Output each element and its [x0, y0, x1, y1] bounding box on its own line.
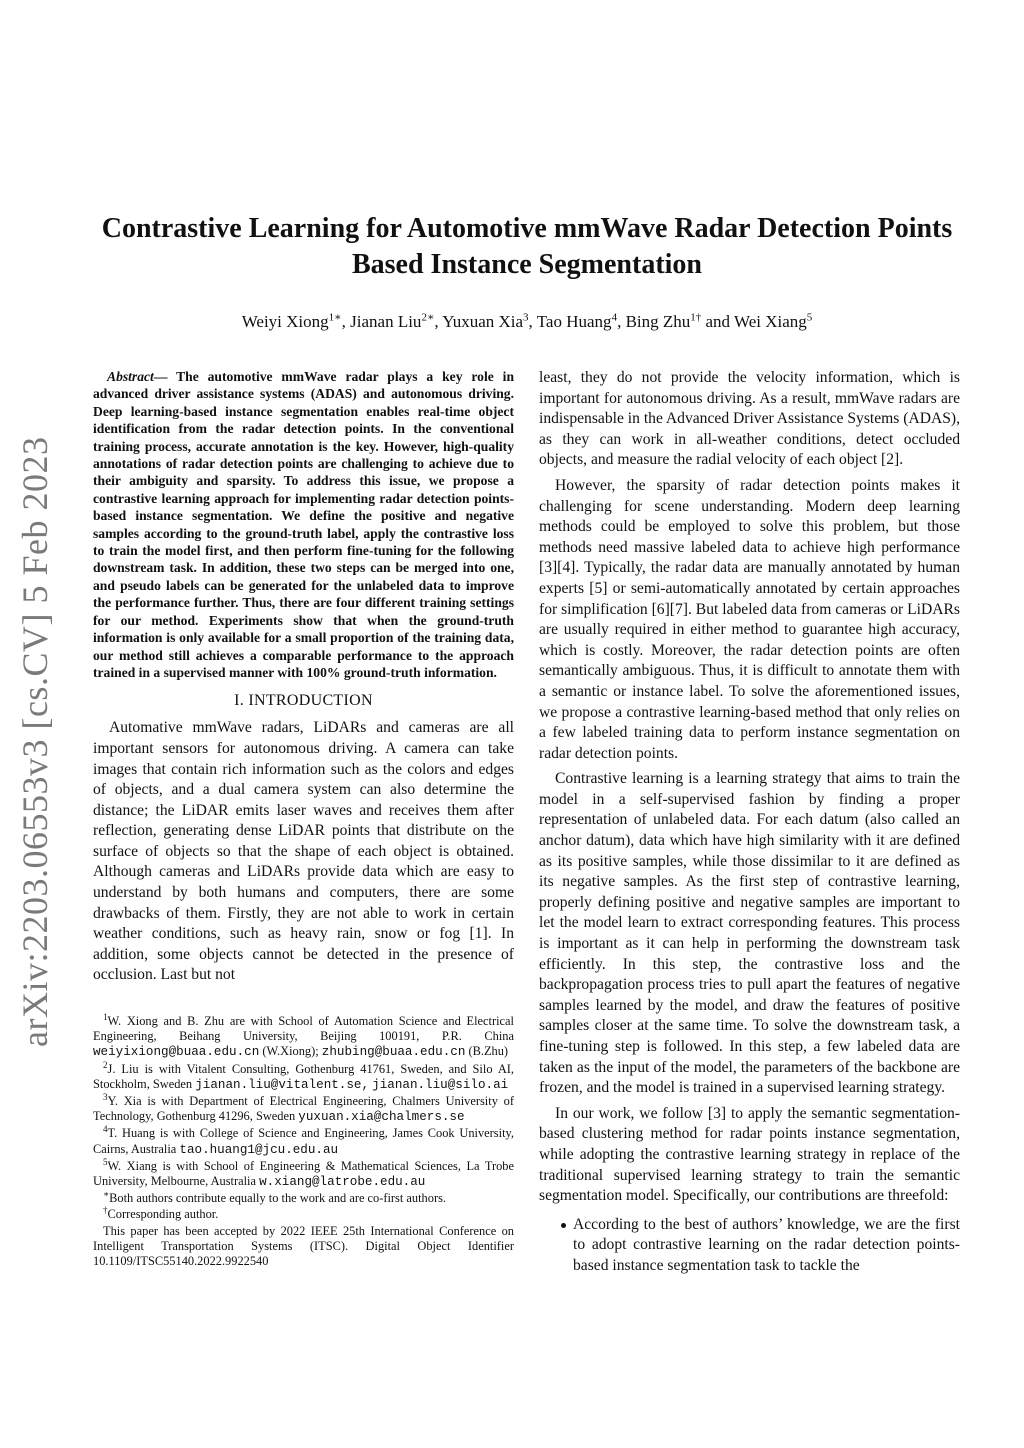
author-separator: ,	[528, 312, 537, 331]
author-list	[90, 310, 964, 334]
footnote-mark: ∗	[103, 1189, 110, 1200]
footnotes	[93, 1011, 514, 1269]
footnote-mark: 1	[103, 1011, 108, 1022]
abstract-label: Abstract	[107, 369, 154, 384]
footnote-mark: †	[103, 1205, 108, 1216]
author-name: Bing Zhu	[625, 312, 691, 331]
intro-paragraph-continued: least, they do not provide the velocity information, which is important for autonomous driving. As a result, mmWave radars are indispensable in the Advanced Driver Assistance Systems (ADAS), as they can work in all-weather conditions, detect occluded objects, and measure the radial velocity of each object [2].	[539, 369, 960, 469]
footnote-text: W. Xiong and B. Zhu are with School of Automation Science and Electrical Engineering, Beihang University, Beijing 100191, P.R. China	[93, 1014, 514, 1044]
author-affiliation-mark: 2∗	[421, 311, 435, 324]
footnote-text: Corresponding author.	[107, 1207, 219, 1222]
author-affiliation-mark: 5	[806, 311, 813, 324]
list-item-text: According to the best of authors’ knowledge, we are the first to adopt contrastive learning on the radar detection points-based instance segmentation task to tackle the	[573, 1215, 960, 1274]
intro-paragraph-2: However, the sparsity of radar detection points makes it challenging for scene understanding. Modern deep learning methods could be employed to solve this problem, but those methods need massive labeled data to achieve high performance [3][4]. Typically, the radar data are manually annotated by human experts [5] or semi-automatically annotated by certain approaches for simplification [6][7]. But labeled data from cameras or LiDARs are usually required in either method to guarantee high accuracy, which is costly. Moreover, the radar detection points are often semantically ambiguous. Thus, it is difficult to annotate them with a semantic or instance label. To solve the aforementioned issues, we propose a contrastive learning-based method that only relies on a few labeled training data to perform instance segmentation on radar detection points.	[539, 476, 960, 762]
footnote-text: Y. Xia is with Department of Electrical Engineering, Chalmers University of Technology, Gothenburg 41296, Sweden	[93, 1094, 514, 1124]
footnote-text: (W.Xiong);	[259, 1044, 322, 1059]
footnote-text: W. Xiang is with School of Engineering & Mathematical Sciences, La Trobe University, Melbourne, Australia	[93, 1158, 514, 1189]
footnote-acceptance: This paper has been accepted by 2022 IEEE 25th International Conference on Intelligent Transportation Systems (ITSC). Digital Object Identifier 10.1109/ITSC55140.2022.9922540	[93, 1223, 514, 1269]
email-link[interactable]: tao.huang1@jcu.edu.au	[179, 1142, 339, 1157]
footnote-mark: 5	[103, 1156, 108, 1167]
section-heading-introduction: I. INTRODUCTION	[234, 692, 373, 710]
title-line-2: Based Instance Segmentation	[351, 249, 702, 280]
email-link[interactable]: weiyixiong@buaa.edu.cn	[93, 1045, 260, 1060]
list-item	[539, 1215, 960, 1277]
author-name: Yuxuan Xia	[442, 312, 524, 331]
footnote-mark: 2	[103, 1059, 108, 1070]
author-affiliation-mark: 3	[523, 311, 529, 324]
intro-paragraph-3: Contrastive learning is a learning strategy that aims to train the model in a self-supervised fashion by finding a proper representation of unlabeled data. For each datum (also called an anchor datum), data which have high similarity with it are defined as its positive samples, while those dissimilar to it are defined as its negative samples. As the first step of contrastive learning, properly defining positive and negative samples are important to let the model learn to extract corresponding features. This process is important as it can help in performing the downstream task efficiently. In this step, the contrastive loss and the backpropagation process tries to pull apart the features of negative samples learned by the model, and draw the features of positive samples closer at the same time. To solve the downstream task, a fine-tuning step is followed. In this step, a few labeled data are taken as the input of the model, the parameters of the backbone are frozen, and the model is trained in a supervised learning strategy.	[539, 770, 960, 1097]
email-link[interactable]: yuxuan.xia@chalmers.se	[298, 1110, 465, 1125]
email-link[interactable]: jianan.liu@vitalent.se,	[195, 1077, 370, 1092]
author-name: Weiyi Xiong	[241, 312, 329, 331]
footnote-affiliation-3	[93, 1091, 514, 1125]
author-name: Tao Huang	[536, 312, 612, 331]
footnote-affiliation-2	[93, 1059, 514, 1093]
arxiv-identifier: arXiv:2203.06553v3 [cs.CV] 5 Feb 2023	[15, 436, 55, 1047]
intro-paragraph-1: Automative mmWave radars, LiDARs and cameras are all important sensors for autonomous driving. A camera can take images that contain rich information such as the colors and edges of objects, and a dual camera system can also determine the distance; the LiDAR emits laser waves and receives them after reflection, generating dense LiDAR points that distribute on the surface of objects so that the shape of each object is obtained. Although cameras and LiDARs provide data which are easy to understand by both humans and computers, there are some drawbacks of them. Firstly, they are not able to work in certain weather conditions, such as heavy rain, snow or fog [1]. In addition, some objects cannot be detected in the presence of occlusion. Last but not	[93, 719, 514, 984]
author-separator: and	[701, 312, 735, 331]
author-affiliation-mark: 1†	[690, 311, 702, 324]
intro-paragraph-4: In our work, we follow [3] to apply the semantic segmentation-based clustering method for radar points instance segmentation, while adopting the contrastive learning strategy in replace of the traditional supervised learning strategy to train the semantic segmentation model. Specifically, our contributions are threefold:	[539, 1104, 960, 1205]
title-line-1: Contrastive Learning for Automotive mmWave Radar Detection Points	[101, 213, 953, 244]
footnote-text: Both authors contribute equally to the work and are co-first authors.	[109, 1191, 446, 1206]
abstract	[93, 368, 514, 681]
right-column	[539, 368, 960, 1277]
footnote-text: T. Huang is with College of Science and Engineering, James Cook University, Cairns, Australia	[93, 1126, 514, 1156]
abstract-text: — The automotive mmWave radar plays a key role in advanced driver assistance systems (ADAS) and autonomous driving. Deep learning-based instance segmentation enables real-time object identification from the radar detection points. In the conventional training process, accurate annotation is the key. However, high-quality annotations of radar detection points are challenging to achieve due to their ambiguity and sparsity. To address this issue, we propose a contrastive learning approach for implementing radar detection points-based instance segmentation. We define the positive and negative samples according to the ground-truth label, apply the contrastive loss to train the model first, and then perform fine-tuning for the following downstream task. In addition, these two steps can be merged into one, and pseudo labels can be generated for the unlabeled data to improve the performance further. Thus, there are four different training settings for our method. Experiments show that when the ground-truth information is only available for a small proportion of the training data, our method still achieves a comparable performance to the approach trained in a supervised manner with 100% ground-truth information.	[93, 369, 514, 680]
author-affiliation-mark: 4	[611, 311, 618, 324]
author-separator: ,	[341, 312, 351, 331]
author-separator: ,	[617, 312, 626, 331]
left-column	[93, 368, 514, 1270]
author-name: Jianan Liu	[350, 312, 422, 331]
email-link[interactable]: w.xiang@latrobe.edu.au	[259, 1175, 426, 1190]
footnote-corresponding-author	[93, 1207, 514, 1222]
footnote-mark: 3	[103, 1091, 108, 1102]
footnote-affiliation-5	[93, 1156, 514, 1190]
footnote-text: J. Liu is with Vitalent Consulting, Gothenburg 41761, Sweden, and Silo AI, Stockholm, Sweden	[93, 1061, 514, 1091]
footnote-equal-contribution	[93, 1191, 514, 1206]
footnote-mark: 4	[103, 1124, 108, 1135]
author-separator: ,	[434, 312, 443, 331]
contributions-list	[539, 1215, 960, 1277]
author-affiliation-mark: 1∗	[328, 311, 342, 324]
footnote-affiliation-4	[93, 1126, 514, 1157]
author-name: Wei Xiang	[734, 312, 807, 331]
email-link[interactable]: jianan.liu@silo.ai	[372, 1077, 509, 1092]
paper-title	[90, 211, 964, 283]
bullet-icon	[561, 1223, 566, 1228]
footnote-text: (B.Zhu)	[465, 1044, 509, 1059]
email-link[interactable]: zhubing@buaa.edu.cn	[321, 1045, 466, 1060]
footnote-affiliation-1	[93, 1011, 514, 1061]
